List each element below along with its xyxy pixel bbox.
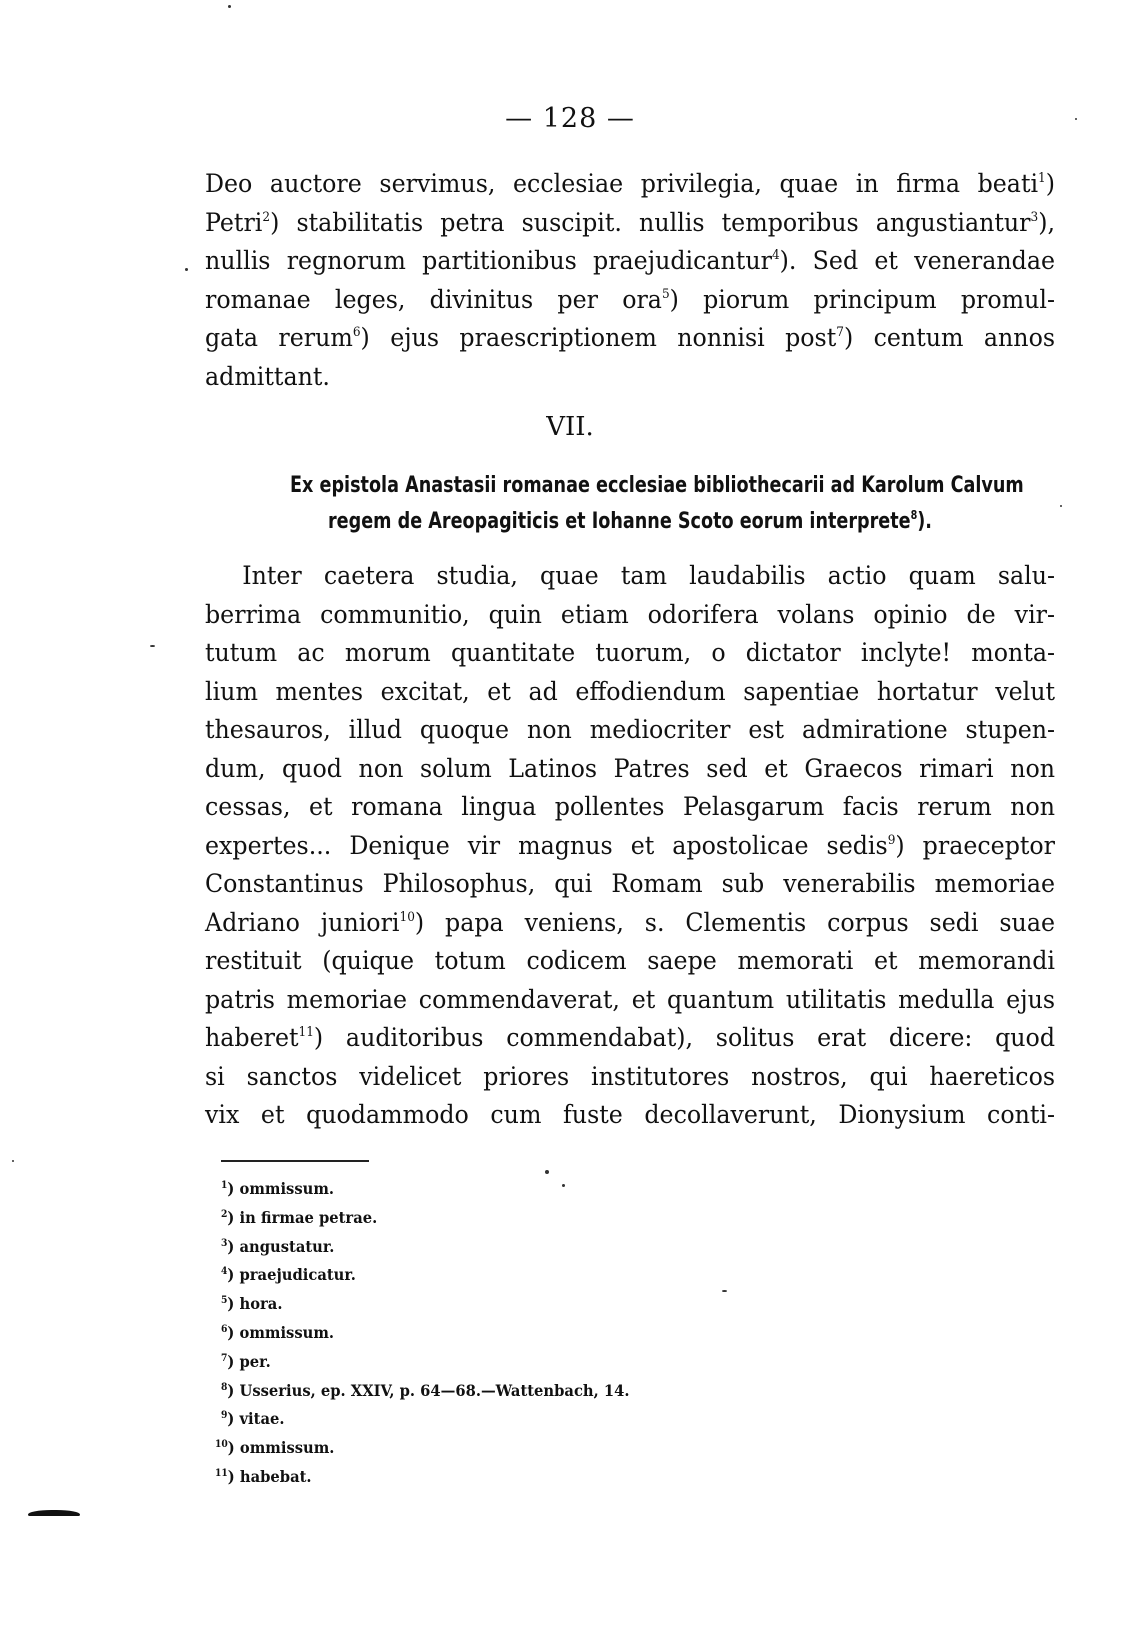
footnote-mark: 9 — [221, 1410, 228, 1422]
page-number: — 128 — — [505, 103, 635, 134]
text-line: gata rerum$^6$) ejus praescriptionem nonnisi post$^7$) centum annos — [205, 323, 1056, 353]
footnote-ref[interactable]: 10 — [399, 909, 415, 925]
heading-line: Ex epistola Anastasii romanae ecclesiae bibliothecarii ad Karolum Calvum — [290, 473, 1024, 498]
footnote-mark: 2 — [221, 1208, 228, 1220]
scan-speck — [1060, 505, 1062, 507]
footnote-item: $^{10}$) ommissum. — [215, 1438, 335, 1458]
footnote-item: $^6$) ommissum. — [221, 1322, 335, 1342]
text-line: restituit (quique totum codicem saepe memorati et memorandi — [205, 946, 1056, 976]
footnotes-list — [215, 1175, 921, 1492]
paragraph-continued — [205, 165, 1055, 396]
footnote-item: $^9$) vitae. — [221, 1409, 285, 1429]
footnote-mark: 8 — [221, 1381, 228, 1393]
footnote-item: $^{11}$) habebat. — [215, 1466, 312, 1486]
scan-speck — [185, 268, 188, 271]
scan-speck — [545, 1170, 549, 1174]
footnote-ref[interactable]: 2 — [262, 209, 271, 225]
footnote-mark: 4 — [221, 1266, 228, 1278]
footnote-ref[interactable]: 6 — [352, 325, 361, 340]
footnote-mark: 5 — [221, 1295, 228, 1307]
footnote-ref[interactable]: 7 — [836, 325, 844, 340]
footnote-item: $^1$) ommissum. — [221, 1179, 335, 1198]
footnote-separator — [221, 1160, 369, 1162]
footnote-ref[interactable]: 8 — [910, 508, 918, 522]
footnote-item: $^4$) praejudicatur. — [221, 1265, 356, 1285]
scan-speck — [562, 1184, 565, 1187]
text-line: expertes... Denique vir magnus et apostolicae sedis$^9$) praeceptor — [205, 830, 1056, 861]
text-line: haberet$^{11}$) auditoribus commendabat), solitus erat dicere: quod — [205, 1023, 1056, 1053]
footnote-mark: 10 — [215, 1439, 228, 1451]
text-line: Adriano juniori$^{10}$) papa veniens, s. Clementis corpus sedi suae — [205, 907, 1056, 938]
text-line: dum, quod non solum Latinos Patres sed et Graecos rimari non — [205, 753, 1056, 784]
footnote-mark: 6 — [221, 1323, 228, 1335]
text-line: vix et quodammodo cum fuste decollaverunt, Dionysium conti- — [205, 1100, 1056, 1130]
text-line: admittant. — [205, 361, 330, 392]
text-line: lium mentes excitat, et ad effodiendum sapentiae hortatur velut — [205, 676, 1056, 707]
scan-margin-mark — [28, 1510, 80, 1516]
text-line: Deo auctore servimus, ecclesiae privilegia, quae in firma beati$^1$) — [205, 169, 1056, 199]
scan-speck — [722, 1290, 727, 1292]
paragraph-epistola — [205, 557, 1055, 1135]
section-numeral: VII. — [546, 412, 594, 442]
footnote-mark: 11 — [215, 1467, 228, 1479]
footnote-mark: 7 — [221, 1352, 228, 1364]
text-line: cessas, et romana lingua pollentes Pelasgarum facis rerum non — [205, 792, 1056, 822]
footnote-mark: 3 — [221, 1237, 228, 1249]
text-line: Petri$^2$) stabilitatis petra suscipit. nullis temporibus angustiantur$^3$), — [205, 207, 1056, 238]
scan-speck — [12, 1160, 14, 1162]
heading-line: regem de Areopagiticis et Iohanne Scoto eorum interprete$^8$). — [328, 508, 932, 534]
text-line: si sanctos videlicet priores institutores nostros, qui haereticos — [205, 1061, 1056, 1092]
text-line: thesauros, illud quoque non mediocriter est admiratione stupen- — [205, 715, 1056, 745]
scan-speck — [1075, 118, 1077, 120]
footnote-item: $^3$) angustatur. — [221, 1236, 335, 1256]
footnote-ref[interactable]: 1 — [1038, 171, 1046, 186]
footnote-item: $^5$) hora. — [221, 1294, 283, 1314]
footnote-mark: 1 — [221, 1180, 228, 1191]
footnote-ref[interactable]: 3 — [1030, 209, 1039, 225]
text-line: Constantinus Philosophus, qui Romam sub venerabilis memoriae — [205, 869, 1056, 899]
footnote-ref[interactable]: 5 — [661, 286, 670, 302]
footnote-item: $^2$) in firmae petrae. — [221, 1207, 378, 1227]
text-line: tutum ac morum quantitate tuorum, o dictator inclyte! monta- — [205, 638, 1056, 668]
section-heading — [205, 468, 1055, 540]
scan-speck — [228, 5, 231, 8]
footnote-ref[interactable]: 9 — [887, 832, 896, 848]
footnote-ref[interactable]: 4 — [771, 248, 780, 263]
footnote-item: $^8$) Usserius, ep. XXIV, p. 64—68.—Wattenbach, 14. — [221, 1380, 630, 1400]
text-line: berrima communitio, quin etiam odorifera volans opinio de vir- — [205, 599, 1056, 630]
text-line: nullis regnorum partitionibus praejudicantur$^4$). Sed et venerandae — [205, 246, 1056, 276]
text-line: patris memoriae commendaverat, et quantum utilitatis medulla ejus — [205, 984, 1056, 1015]
footnote-item: $^7$) per. — [221, 1351, 271, 1371]
text-line: romanae leges, divinitus per ora$^5$) piorum principum promul- — [205, 284, 1056, 315]
footnote-ref[interactable]: 11 — [298, 1025, 314, 1040]
scan-speck — [150, 645, 155, 647]
text-line: Inter caetera studia, quae tam laudabilis actio quam salu- — [242, 561, 1056, 591]
